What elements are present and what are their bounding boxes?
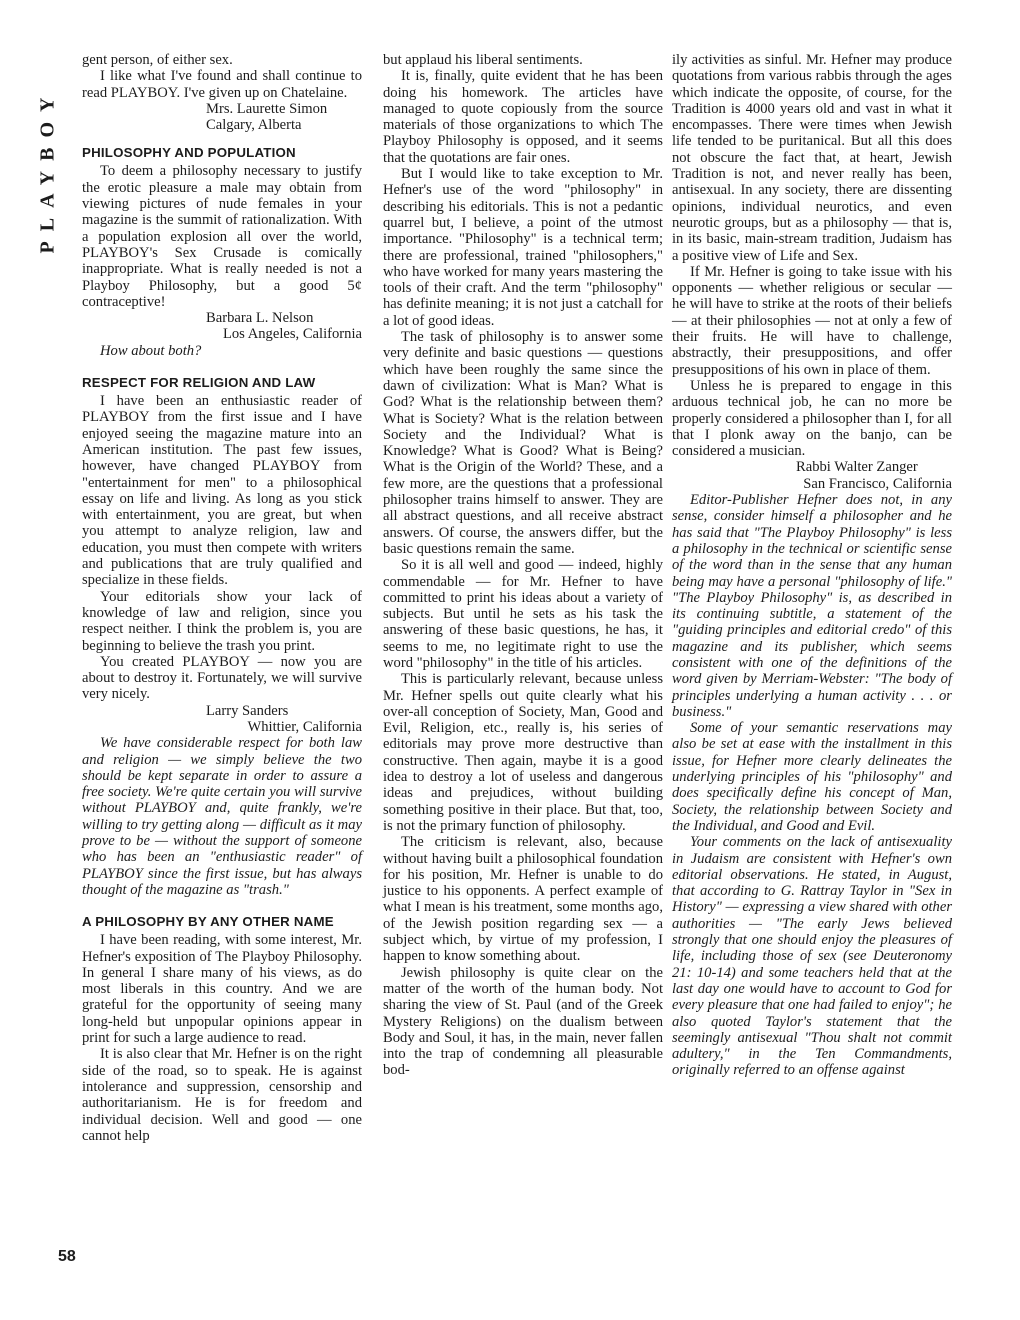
editor-reply: Editor-Publisher Hefner does not, in any sense, consider himself a philosopher and he has said that "The Playboy Philosophy" is less a philosophy in the technical or scientific sense of the word than in the sense that any human being may have a personal "philosophy of life." "The Playboy Philosophy" is, as described in its continuing subtitle, a statement of the "guiding principles and editorial credo" of this magazine and its publisher, which seems consistent with one of the definitions of the word given by Merriam-Webster: "The body of principles underlying a human activity . . . or business."	[672, 492, 952, 720]
letter-heading: PHILOSOPHY AND POPULATION	[82, 145, 296, 161]
masthead-text: PLAYBOY	[36, 87, 59, 253]
paragraph: Your editorials show your lack of knowledge of law and religion, since you respect neither. I think the problem is, you are beginning to believe the trash you print.	[82, 588, 362, 654]
text-column-2	[383, 52, 663, 1079]
paragraph: I like what I've found and shall continue to read PLAYBOY. I've given up on Chatelaine.	[82, 68, 362, 101]
paragraph: The criticism is relevant, also, because without having built a philosophical foundation for his position, Mr. Hefner is unable to do justice to his opponents. A perfect example of what I mean is his treatment, some months ago, of the Jewish position regarding sex — a subject which, by virtue of my profession, I happen to know something about.	[383, 834, 663, 965]
paragraph: Unless he is prepared to engage in this arduous technical job, he can no more be properly considered a philosopher than I, for all that I plonk away on the banjo, can be considered a musician.	[672, 377, 952, 460]
letter-signature-place: Los Angeles, California	[222, 326, 362, 343]
letter-signature-place: Calgary, Alberta	[206, 117, 302, 134]
paragraph: It is, finally, quite evident that he has been doing his homework. The articles have managed to quote copiously from the source materials of those organizations to which The Playboy Philosophy is opposed, and it seems that the quotations are fair ones.	[383, 68, 663, 166]
letter-heading: A PHILOSOPHY BY ANY OTHER NAME	[82, 914, 334, 930]
editor-reply: How about both?	[100, 342, 202, 359]
paragraph: It is also clear that Mr. Hefner is on the right side of the road, so to speak. He is against intolerance and suppression, censorship and authoritarianism. He is for freedom and individual decision. Well and good — one cannot help	[82, 1046, 362, 1144]
letter-signature-name: Barbara L. Nelson	[206, 310, 314, 327]
letter-signature-name: Mrs. Laurette Simon	[206, 100, 328, 117]
letter-signature-name: Larry Sanders	[206, 702, 289, 719]
editor-reply: Your comments on the lack of antisexuality in Judaism are consistent with Hefner's own editorial observations. He stated, in August, that according to G. Rattray Taylor in "Sex in History" — expressing a view shared with other authorities — "The early Jews believed strongly that one should enjoy the pleasures of life, including those of sex (see Deuteronomy 21: 10-14) and some teachers held that at the last day one would have to account to God for every pleasure that one had failed to enjoy"; he also quoted Taylor's statement that the seemingly antisexual "Thou shalt not commit adultery," in the Ten Commandments, originally referred to an offense against	[672, 834, 952, 1079]
paragraph: but applaud his liberal sentiments.	[383, 52, 583, 68]
editor-reply: Some of your semantic reservations may also be set at ease with the installment in this issue, for Hefner more clearly delineates the underlying principles of his "philosophy" and does specifically define his concept of Man, Society, the relationship between Society and the Individual, and Good and Evil.	[672, 720, 952, 834]
page-number: 58	[58, 1248, 76, 1265]
paragraph: gent person, of either sex.	[82, 52, 233, 68]
paragraph: This is particularly relevant, because unless Mr. Hefner spells out quite clearly what his over-all conception of Society, Man, Good and Evil, Religion, etc., really is, his series of editorials may prove more destructive than constructive. Then again, maybe it is a good idea to destroy a lot of useless and dangerous ideas and prejudices, without building something positive in their place. But that, too, is not the primary function of philosophy.	[383, 671, 663, 834]
paragraph: The task of philosophy is to answer some very definite and basic questions — questions which have been roughly the same since the dawn of civilization: What is Man? What is God? What is the relationship between them? What is Society? What is the relation between Society and the Individual? What is Knowledge? What is Good? What is Being? What is the Origin of the World? These, and a few more, are the questions that a professional philosopher trains himself to answer. They are all abstract questions, and all receive abstract answers. Of course, the answers differ, but the basic questions remain the same.	[383, 329, 663, 557]
letter-signature-place: San Francisco, California	[803, 475, 952, 492]
paragraph: So it is all well and good — indeed, highly commendable — for Mr. Hefner to have committed to print his ideas about a variety of subjects. But until he sets as his task the answering of these basic questions, he has, it seems to me, no legitimate right to use the word "philosophy" in the title of his articles.	[383, 557, 663, 671]
letter-signature-place: Whittier, California	[247, 718, 362, 735]
paragraph: ily activities as sinful. Mr. Hefner may produce quotations from various rabbis through the ages which indicate the opposite, of course, for the Tradition is 4000 years old and vast in what it encompasses. There were times when Jewish life tended to be puritanical. But all this does not obscure the fact that, at heart, Jewish Tradition is not, and never really has been, antisexual. In any society, there are dissenting opinions, individual neurotics, and even neurotic groups, but as a philosophy — that is, in its basic, main-stream tradition, Judaism has a positive view of Life and Sex.	[672, 52, 952, 264]
paragraph: To deem a philosophy necessary to justify the erotic pleasure a male may obtain from viewing pictures of nude females in your magazine is the summit of rationalization. With a population explosion all over the world, PLAYBOY's Sex Crusade is comically inappropriate. What is really needed is not a Playboy Philosophy, but a good 5¢ contraceptive!	[82, 163, 362, 310]
letter-signature-name: Rabbi Walter Zanger	[796, 459, 918, 476]
editor-reply: We have considerable respect for both law and religion — we simply believe the two should be kept separate in order to assure a free society. We're quite certain you will survive without PLAYBOY and, quite frankly, we're willing to try getting along — difficult as it may prove to be — without the support of someone who has been an "enthusiastic reader" of PLAYBOY since the first issue, but has always thought of the magazine as "trash."	[82, 735, 362, 898]
letter-heading: RESPECT FOR RELIGION AND LAW	[82, 375, 316, 391]
paragraph: If Mr. Hefner is going to take issue with his opponents — whether religious or secular — he will have to strike at the roots of their beliefs — at their philosophies — not at only a few of their fruits. He will have to challenge, abstractly, their presuppositions, and offer presuppositions of his own in place of them.	[672, 263, 952, 378]
paragraph: I have been reading, with some interest, Mr. Hefner's exposition of The Playboy Philosophy. In general I share many of his views, as do most liberals in this country. And we are grateful for the opportunity of seeing many long-held but unpopular opinions appear in print for such a large audience to read.	[82, 932, 362, 1047]
text-column-3	[672, 52, 952, 1079]
paragraph: But I would like to take exception to Mr. Hefner's use of the word "philosophy" in describing his editorials. This is not a pedantic quarrel but, I believe, a point of the utmost importance. "Philosophy" is a technical term; there are professional, trained "philosophers," who have worked for many years mastering the tools of their craft. And the term "philosophy" has definite meaning; it is not just a catchall for a lot of good ideas.	[383, 166, 663, 329]
paragraph: Jewish philosophy is quite clear on the matter of the worth of the human body. Not sharing the view of St. Paul (and of the Greek Mystery Religions) on the dualism between Body and Soul, it has, in the main, never fallen into the trap of condemning all pleasurable bod-	[383, 964, 663, 1079]
magazine-masthead	[30, 40, 66, 300]
paragraph: You created PLAYBOY — now you are about to destroy it. Fortunately, we will survive very nicely.	[82, 653, 362, 703]
paragraph: I have been an enthusiastic reader of PLAYBOY from the first issue and I have enjoyed seeing the magazine mature into an American institution. The past few issues, however, have changed PLAYBOY from "entertainment for men" to a philosophical essay on life and living. As long as you stick with entertainment, you are great, but when you attempt to analyze religion, law and education, you must then compete with writers and publications that are truly qualified and specialize in these fields.	[82, 393, 362, 589]
text-column-1	[82, 52, 362, 1144]
